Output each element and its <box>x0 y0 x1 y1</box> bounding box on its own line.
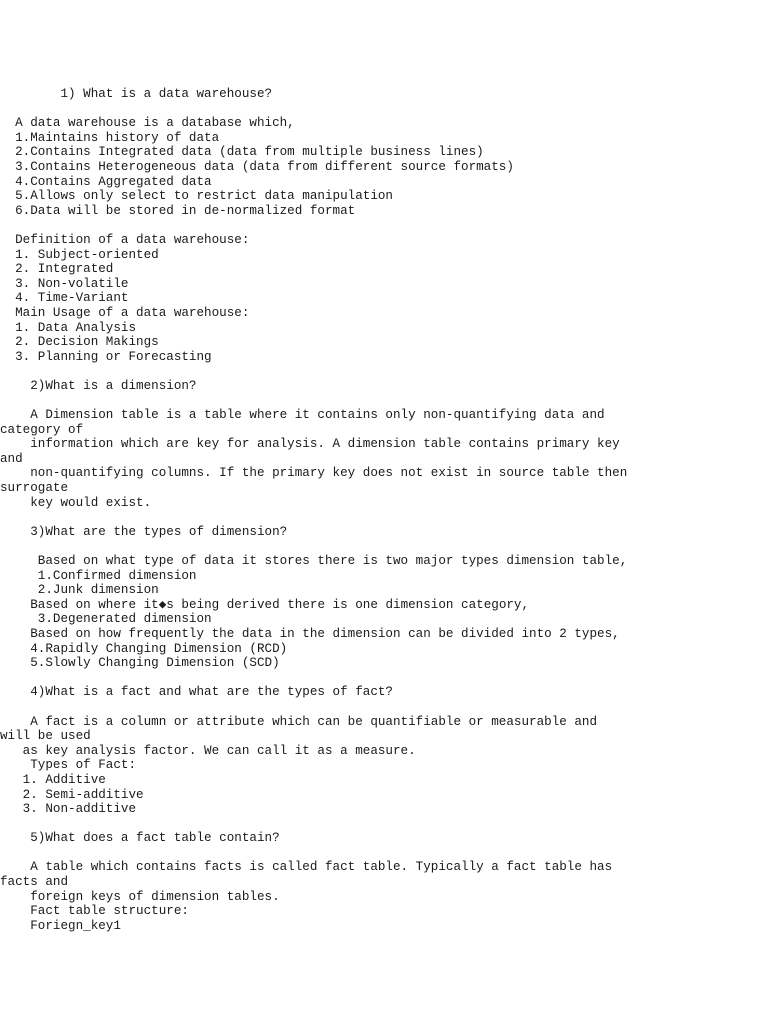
text-line: 3. Non-volatile <box>0 276 129 291</box>
text-line: 3)What are the types of dimension? <box>0 524 288 539</box>
text-line: 4.Rapidly Changing Dimension (RCD) <box>0 641 288 656</box>
text-line: 2. Decision Makings <box>0 335 159 350</box>
text-line: category of <box>0 422 84 437</box>
text-line: will be used <box>0 729 91 744</box>
blank-line <box>0 817 768 832</box>
text-line: Based on how frequently the data in the dimension can be divided into 2 types, <box>0 626 620 641</box>
text-line: surrogate <box>0 481 69 496</box>
text-line: non-quantifying columns. If the primary key does not exist in source table then <box>0 466 628 481</box>
text-line: 2)What is a dimension? <box>0 378 197 393</box>
text-line: 4.Contains Aggregated data <box>0 174 212 189</box>
blank-line <box>0 102 768 117</box>
text-line: A Dimension table is a table where it contains only non-quantifying data and <box>0 408 605 423</box>
text-line: 5.Allows only select to restrict data manipulation <box>0 189 393 204</box>
text-line: 4. Time-Variant <box>0 291 129 306</box>
text-line: 2.Junk dimension <box>0 583 159 598</box>
blank-line <box>0 364 768 379</box>
text-line: and <box>0 451 23 466</box>
text-line: A data warehouse is a database which, <box>0 116 295 131</box>
text-line: Based on where it◆s being derived there is one dimension category, <box>0 597 530 612</box>
text-line: Based on what type of data it stores there is two major types dimension table, <box>0 554 628 568</box>
text-line: Types of Fact: <box>0 758 137 773</box>
text-line: information which are key for analysis. A dimension table contains primary key <box>0 437 620 452</box>
text-line: 2. Semi-additive <box>0 787 144 802</box>
blank-line <box>0 539 768 554</box>
text-line: 1. Additive <box>0 772 106 787</box>
blank-line <box>0 671 768 686</box>
text-line: key would exist. <box>0 495 152 510</box>
blank-line <box>0 510 768 525</box>
text-line: 1. Data Analysis <box>0 320 137 335</box>
text-line: 2. Integrated <box>0 262 114 277</box>
text-line: A table which contains facts is called fact table. Typically a fact table has <box>0 860 613 875</box>
blank-line <box>0 700 768 715</box>
text-line: 6.Data will be stored in de-normalized format <box>0 203 356 218</box>
text-line: 3. Planning or Forecasting <box>0 349 212 364</box>
text-line: 5)What does a fact table contain? <box>0 831 280 846</box>
text-line: 5.Slowly Changing Dimension (SCD) <box>0 656 280 671</box>
text-line: 1. Subject-oriented <box>0 247 159 262</box>
text-line: 2.Contains Integrated data (data from multiple business lines) <box>0 145 484 160</box>
text-line: facts and <box>0 875 69 890</box>
text-line: 4)What is a fact and what are the types of fact? <box>0 685 393 700</box>
text-line: 1.Maintains history of data <box>0 130 220 145</box>
text-line: 3.Degenerated dimension <box>0 612 212 627</box>
text-line: Definition of a data warehouse: <box>0 232 250 247</box>
blank-line <box>0 846 768 861</box>
text-line: Main Usage of a data warehouse: <box>0 305 250 320</box>
blank-line <box>0 218 768 233</box>
blank-line <box>0 393 768 408</box>
text-line: Fact table structure: <box>0 904 189 919</box>
text-line: as key analysis factor. We can call it as a measure. <box>0 743 416 758</box>
document-text <box>0 87 768 933</box>
text-line: foreign keys of dimension tables. <box>0 889 280 904</box>
text-line: 3. Non-additive <box>0 802 137 817</box>
text-line: 1) What is a data warehouse? <box>0 87 273 101</box>
text-line: Foriegn_key1 <box>0 918 121 933</box>
text-line: 3.Contains Heterogeneous data (data from different source formats) <box>0 159 514 174</box>
text-line: A fact is a column or attribute which can be quantifiable or measurable and <box>0 714 598 729</box>
text-line: 1.Confirmed dimension <box>0 568 197 583</box>
